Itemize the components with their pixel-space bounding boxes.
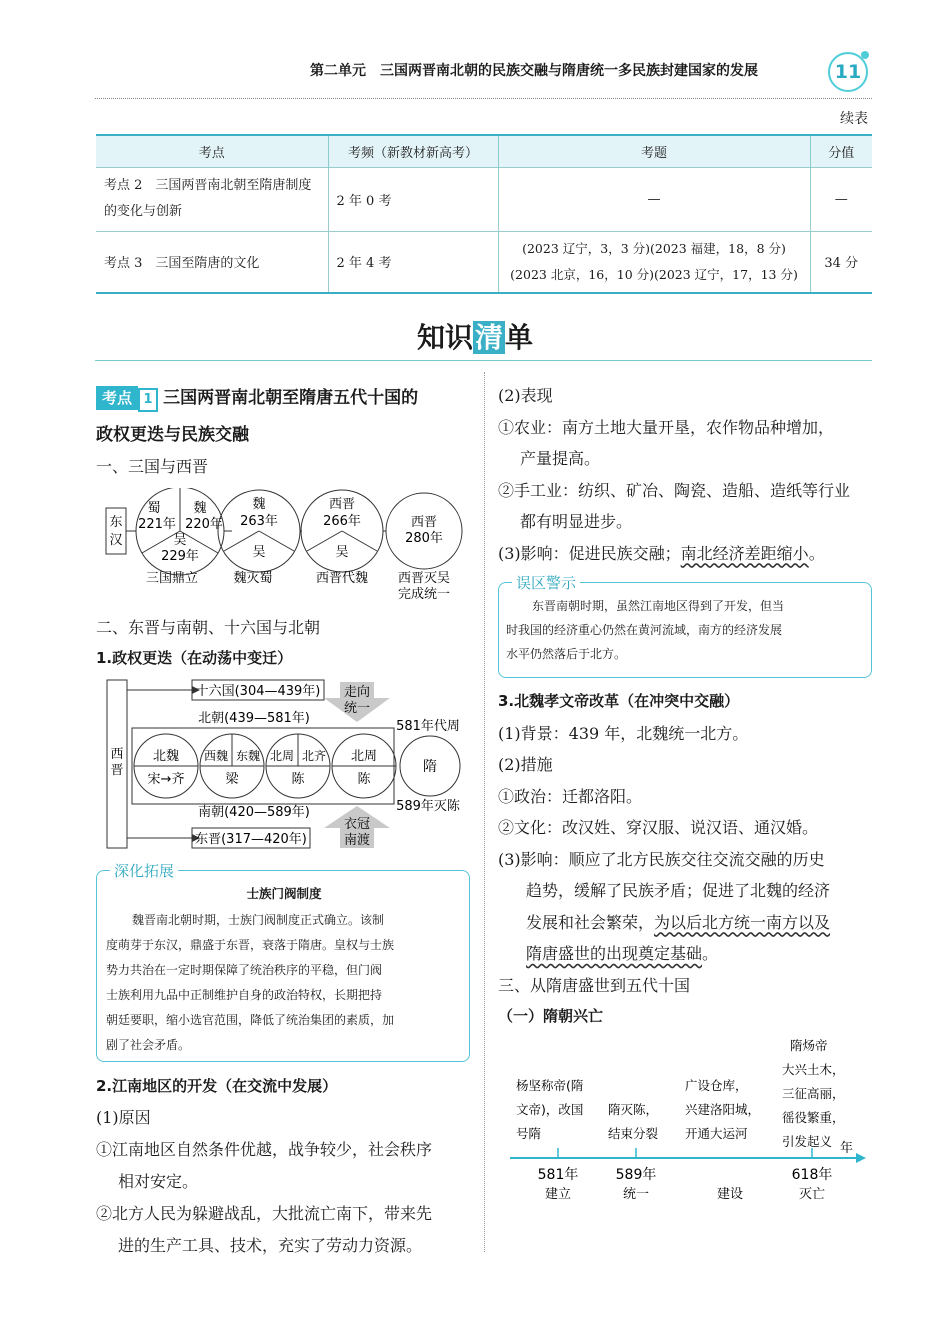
table-row: [96, 231, 872, 293]
paragraph: 相对安定。: [118, 1172, 199, 1191]
section-title-part: 单: [505, 321, 534, 354]
cell-score: 34 分: [810, 231, 872, 293]
nanchao-label: 南朝(420—589年): [198, 805, 310, 820]
text-span: 。: [702, 944, 719, 963]
unit-title: 三国两晋南北朝的民族交融与隋唐统一多民族封建国家的发展: [380, 63, 758, 79]
section-title-part: 知识: [416, 321, 473, 354]
paragraph: (3)影响：顺应了北方民族交往交流交融的历史: [498, 849, 825, 869]
year-label: 589年: [615, 1167, 657, 1183]
unification-text: 统一: [343, 701, 371, 716]
running-header: [310, 60, 830, 80]
paragraph: ①江南地区自然条件优越，战争较少，社会秩序: [96, 1140, 433, 1159]
event-text: 徭役繁重，: [782, 1110, 845, 1125]
dongjin-label: 东晋(317—420年): [195, 832, 307, 847]
extension-line: 士族利用九品中正制维护自身的政治特权，长期把持: [106, 988, 383, 1002]
event-text: 兴建洛阳城，: [685, 1102, 761, 1117]
right-column-part2: [498, 686, 874, 1033]
subsection-heading: 3.北魏孝文帝改革（在冲突中交融）: [498, 692, 740, 710]
kaodian-tag: 考点: [96, 386, 138, 410]
paragraph: (1)原因: [96, 1108, 151, 1127]
kaodian-heading: [96, 384, 476, 412]
label-wu: 吴: [173, 533, 187, 548]
kaodian-number: 1: [138, 388, 158, 412]
extension-line: 势力共治在一定时期保障了统治秩序的平稳，但门阀: [106, 963, 383, 977]
paragraph: 产量提高。: [520, 449, 601, 468]
extension-line: 魏晋南北朝时期，士族门阀制度正式确立。该制: [132, 913, 385, 927]
label-north: 北齐: [301, 749, 327, 763]
col-header: 考点: [96, 135, 328, 167]
event-text: 杨坚称帝(隋: [516, 1078, 584, 1093]
event-text: 文帝)，改国: [516, 1102, 584, 1117]
phase-label: 建设: [716, 1187, 744, 1202]
unification-text: 走向: [343, 685, 371, 700]
subsection-heading: 二、东晋与南朝、十六国与北朝: [96, 618, 321, 637]
warning-box-label: 误区警示: [512, 572, 580, 593]
subsection-heading: 1.政权更迭（在动荡中变迁）: [96, 649, 293, 667]
warning-line: 东晋南朝时期，虽然江南地区得到了开发，但当: [532, 599, 785, 613]
subsection-heading: 三、从隋唐盛世到五代十国: [498, 975, 691, 995]
donghan-label: 汉: [109, 533, 123, 548]
paragraph: [498, 538, 874, 570]
extension-box-body: [106, 908, 466, 1058]
cell-questions: [498, 231, 810, 293]
donghan-label: 东: [109, 515, 123, 530]
year-label: 618年: [791, 1167, 833, 1183]
paragraph: 趋势，缓解了民族矛盾；促进了北魏的经济: [526, 881, 831, 900]
header-divider: [95, 98, 872, 99]
label-year: 266年: [323, 514, 361, 529]
section-title-highlight: 清: [474, 321, 503, 354]
xijin-label: 西: [110, 747, 124, 762]
label-north: 西魏: [203, 749, 229, 763]
beichao-label: 北朝(439—581年): [198, 711, 310, 726]
page-number: 11: [828, 52, 868, 92]
caption: 三国鼎立: [145, 571, 199, 586]
label-bottom: 吴: [252, 545, 266, 560]
year-221: 221年: [138, 517, 176, 532]
caption: 魏灭蜀: [233, 571, 273, 586]
paragraph: (1)背景：439 年，北魏统一北方。: [498, 723, 749, 743]
label-year: 280年: [405, 531, 443, 546]
left-column-part2: [96, 612, 476, 674]
column-divider: [484, 372, 485, 1252]
paragraph: (2)表现: [498, 386, 553, 405]
continued-label: 续表: [840, 111, 868, 127]
text-span: (3)影响：促进民族交融；: [498, 543, 681, 563]
label-sui: 隋: [423, 759, 437, 775]
three-kingdoms-diagram: [100, 488, 480, 606]
label-bottom: 吴: [335, 545, 349, 560]
left-column-part3: [96, 1070, 476, 1262]
text-span: 。: [808, 543, 825, 563]
title-divider: [95, 360, 872, 361]
label-north: 东魏: [235, 749, 261, 763]
emphasis-wavy: 南北经济差距缩小: [680, 543, 809, 563]
label-top: 西晋: [328, 497, 356, 512]
year-220: 220年: [185, 517, 223, 532]
caption: 西晋灭吴: [397, 571, 451, 586]
sixteen-kingdoms-label: 十六国(304—439年): [195, 684, 321, 699]
event-text: 开通大运河: [685, 1126, 748, 1141]
paragraph: 进的生产工具、技术，充实了劳动力资源。: [118, 1236, 423, 1255]
phase-label: 统一: [622, 1187, 650, 1202]
year-581: 581年代周: [396, 719, 460, 734]
cell-topic: 考点 2 三国两晋南北朝至隋唐制度的变化与创新: [96, 167, 328, 231]
paragraph: [498, 907, 874, 939]
label-shu: 蜀: [147, 501, 161, 516]
text-span: 发展和社会繁荣，: [526, 912, 655, 932]
extension-line: 度萌芽于东汉，鼎盛于东晋，衰落于隋唐。皇权与士族: [106, 938, 395, 952]
emphasis-wavy: 为以后北方统一南方以及: [654, 912, 831, 932]
paragraph: [498, 938, 874, 970]
col-header: 考题: [498, 135, 810, 167]
paragraph: ②北方人民为躲避战乱，大批流亡南下，带来先: [96, 1204, 433, 1223]
caption: 完成统一: [397, 587, 451, 602]
paragraph: ①政治：迁都洛阳。: [498, 786, 643, 806]
subsection-heading: 2.江南地区的开发（在交流中发展）: [96, 1077, 338, 1095]
label-north: 北魏: [152, 749, 180, 764]
extension-line: 朝廷要职，缩小选官范围，降低了统治集团的素质，加: [106, 1013, 395, 1027]
question-line: (2023 北京，16，10 分)(2023 辽宁，17，13 分): [510, 266, 798, 282]
label-north: 北周: [269, 749, 295, 763]
cell-score: —: [810, 167, 872, 231]
kaodian-title: 三国两晋南北朝至隋唐五代十国的: [163, 388, 419, 408]
event-text: 大兴土木，: [782, 1062, 845, 1077]
event-text: 结束分裂: [608, 1126, 659, 1141]
sui-timeline: [500, 1034, 872, 1204]
table-header-row: [96, 135, 872, 167]
event-text: 隋灭陈，: [608, 1102, 659, 1117]
year-229: 229年: [161, 549, 199, 564]
col-header: 考频（新教材新高考）: [328, 135, 498, 167]
col-header: 分值: [810, 135, 872, 167]
label-wei: 魏: [193, 501, 207, 516]
cell-questions: —: [498, 167, 810, 231]
cell-topic: 考点 3 三国至隋唐的文化: [96, 231, 328, 293]
extension-box-title: 士族门阀制度: [246, 886, 322, 901]
label-south: 陈: [291, 772, 305, 787]
caption: 西晋代魏: [315, 571, 369, 586]
exam-table: [96, 134, 872, 294]
question-line: (2023 辽宁，3，3 分)(2023 福建，18，8 分): [522, 240, 786, 256]
year-label: 581年: [537, 1167, 579, 1183]
paragraph: (2)措施: [498, 755, 553, 774]
regime-change-diagram: [104, 676, 466, 856]
timeline-arrowhead: [856, 1153, 866, 1163]
cell-freq: 2 年 4 考: [328, 231, 498, 293]
section-title: [0, 316, 950, 356]
phase-label: 建立: [544, 1187, 572, 1202]
label-top: 魏: [252, 497, 266, 512]
emphasis-wavy: 隋唐盛世的出现奠定基础: [526, 944, 703, 963]
warning-box-body: [506, 594, 866, 666]
extension-line: 剧了社会矛盾。: [106, 1038, 191, 1052]
event-text: 三征高丽，: [782, 1086, 845, 1101]
event-text: 隋炀帝: [790, 1038, 828, 1053]
axis-unit: 年: [840, 1141, 854, 1156]
year-589: 589年灭陈: [396, 799, 460, 814]
event-text: 号隋: [516, 1126, 542, 1141]
phase-label: 灭亡: [798, 1187, 826, 1202]
event-text: 引发起义: [782, 1134, 833, 1149]
extension-box-label: 深化拓展: [110, 860, 178, 881]
paragraph: ①农业：南方土地大量开垦，农作物品种增加，: [498, 417, 835, 437]
unit-label: 第二单元: [310, 63, 366, 79]
migration-text: 南渡: [343, 833, 371, 848]
xijin-label: 晋: [110, 763, 124, 778]
paragraph: ②手工业：纺织、矿冶、陶瓷、造船、造纸等行业: [498, 480, 851, 500]
left-column: [96, 384, 476, 482]
migration-text: 衣冠: [343, 817, 371, 832]
label-south: 梁: [225, 772, 239, 787]
label-south: 宋→齐: [147, 772, 185, 787]
label-year: 263年: [240, 514, 278, 529]
event-text: 广设仓库，: [685, 1078, 748, 1093]
cell-freq: 2 年 0 考: [328, 167, 498, 231]
table-row: [96, 167, 872, 231]
paragraph: ②文化：改汉姓、穿汉服、说汉语、通汉婚。: [498, 818, 819, 837]
label-south: 陈: [357, 772, 371, 787]
kaodian-title-cont: 政权更迭与民族交融: [96, 425, 249, 445]
warning-line: 水平仍然落后于北方。: [506, 647, 627, 661]
subsection-heading: （一）隋朝兴亡: [498, 1007, 604, 1025]
subsection-heading: 一、三国与西晋: [96, 457, 209, 476]
label-top: 西晋: [410, 515, 438, 530]
right-column: [498, 380, 874, 569]
paragraph: 都有明显进步。: [520, 512, 633, 531]
warning-line: 时我国的经济重心仍然在黄河流域，南方的经济发展: [506, 623, 783, 637]
label-north: 北周: [350, 749, 378, 764]
